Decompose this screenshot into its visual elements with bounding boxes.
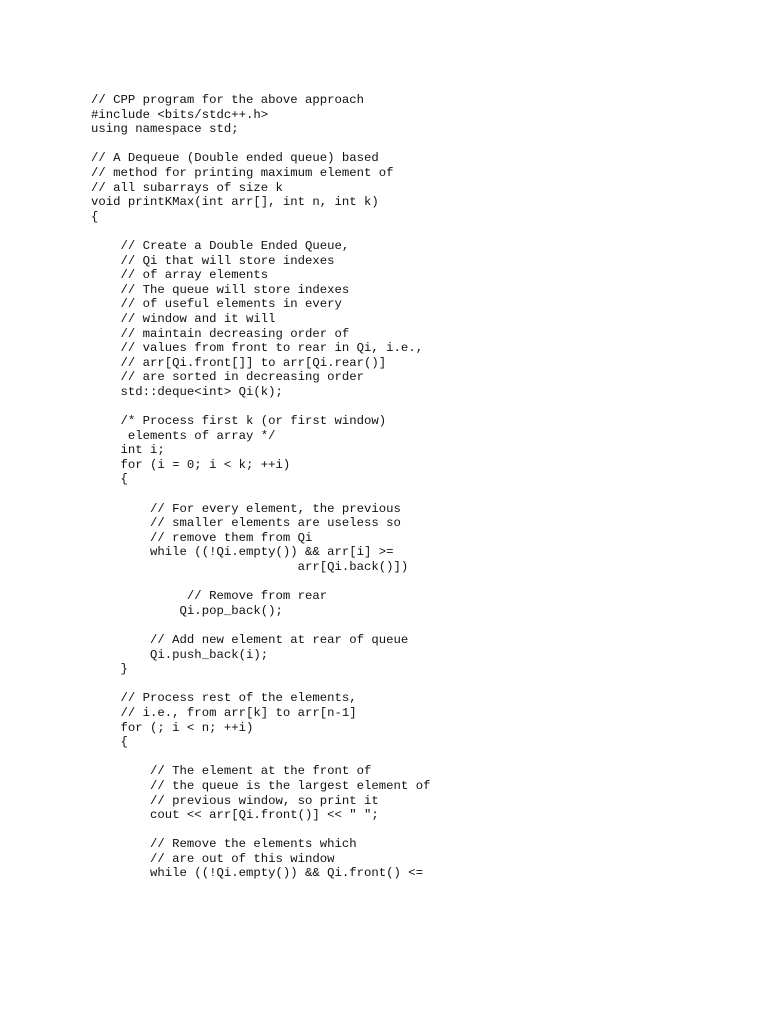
code-line: // values from front to rear in Qi, i.e.,	[91, 341, 424, 356]
code-line: using namespace std;	[91, 122, 239, 137]
code-line: // A Dequeue (Double ended queue) based	[91, 151, 379, 166]
code-line: void printKMax(int arr[], int n, int k)	[91, 195, 379, 210]
code-line: while ((!Qi.empty()) && Qi.front() <=	[91, 866, 424, 881]
code-line	[91, 487, 430, 502]
code-line	[91, 399, 430, 414]
code-line	[91, 224, 430, 239]
code-line: // previous window, so print it	[91, 793, 379, 808]
code-line: // arr[Qi.front[]] to arr[Qi.rear()]	[91, 355, 387, 370]
code-line	[91, 575, 430, 590]
code-line: for (; i < n; ++i)	[91, 720, 254, 735]
code-line: while ((!Qi.empty()) && arr[i] >=	[91, 545, 394, 560]
code-line: // window and it will	[91, 311, 276, 326]
code-line: // all subarrays of size k	[91, 180, 283, 195]
code-line: // Process rest of the elements,	[91, 691, 357, 706]
code-line	[91, 750, 430, 765]
code-line: // are out of this window	[91, 851, 335, 866]
code-line: {	[91, 472, 128, 487]
code-line: // remove them from Qi	[91, 530, 313, 545]
code-line	[91, 618, 430, 633]
code-line	[91, 137, 430, 152]
code-line: elements of array */	[91, 428, 276, 443]
code-line: // of array elements	[91, 268, 269, 283]
code-line: /* Process first k (or first window)	[91, 414, 387, 429]
code-line: // of useful elements in every	[91, 297, 342, 312]
code-line: // method for printing maximum element of	[91, 165, 394, 180]
code-line: // are sorted in decreasing order	[91, 370, 365, 385]
code-block	[91, 93, 430, 881]
code-line: {	[91, 735, 128, 750]
code-line: // The queue will store indexes	[91, 282, 350, 297]
code-line: // The element at the front of	[91, 764, 372, 779]
code-line: int i;	[91, 443, 165, 458]
code-line: // smaller elements are useless so	[91, 516, 401, 531]
code-line: {	[91, 209, 99, 224]
code-line: Qi.pop_back();	[91, 603, 283, 618]
code-line: // the queue is the largest element of	[91, 778, 431, 793]
code-line: // i.e., from arr[k] to arr[n-1]	[91, 705, 357, 720]
code-line: arr[Qi.back()])	[91, 560, 409, 574]
code-line: cout << arr[Qi.front()] << " ";	[91, 808, 379, 823]
code-line: // Create a Double Ended Queue,	[91, 238, 350, 253]
code-line: // Remove the elements which	[91, 837, 357, 852]
code-line	[91, 677, 430, 692]
code-line: }	[91, 662, 128, 677]
code-line	[91, 823, 430, 838]
code-line: #include <bits/stdc++.h>	[91, 107, 269, 122]
code-line: Qi.push_back(i);	[91, 647, 269, 662]
code-line: // Add new element at rear of queue	[91, 632, 409, 647]
code-line: // Remove from rear	[91, 589, 328, 604]
code-line: // Qi that will store indexes	[91, 253, 335, 268]
code-line: // CPP program for the above approach	[91, 93, 365, 107]
code-line: for (i = 0; i < k; ++i)	[91, 457, 291, 472]
code-line: // maintain decreasing order of	[91, 326, 350, 341]
code-line: std::deque<int> Qi(k);	[91, 384, 283, 399]
code-line: // For every element, the previous	[91, 501, 401, 516]
